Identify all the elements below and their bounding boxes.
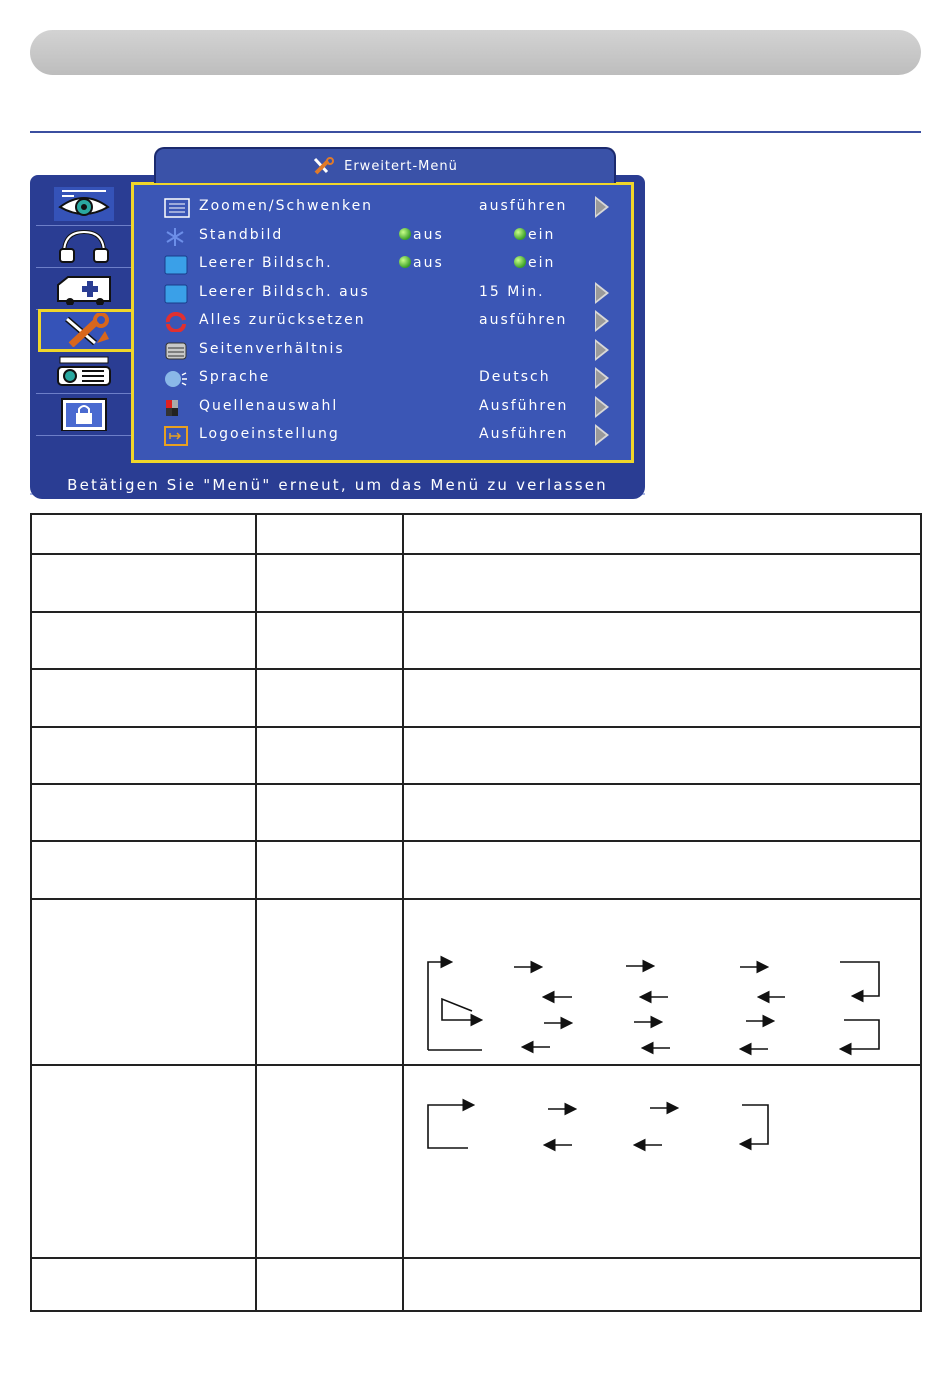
menu-item-label: Seitenverhältnis <box>199 340 345 357</box>
source-select-icon <box>164 398 188 416</box>
menu-item-label: Standbild <box>199 226 284 243</box>
sidebar-item-advanced[interactable] <box>38 309 136 352</box>
menu-item-value: Deutsch <box>479 369 551 385</box>
ambulance-icon <box>54 271 114 305</box>
menu-item-alles-zurücksetzen[interactable] <box>134 307 631 335</box>
menu-item-sprache[interactable] <box>134 364 631 392</box>
section-rule <box>30 131 921 133</box>
logo-setting-icon <box>164 426 188 444</box>
header-bar <box>30 30 921 75</box>
osd-menu <box>30 147 645 499</box>
description-table <box>30 513 922 1312</box>
sidebar-item-projector[interactable] <box>36 351 132 394</box>
tools-icon <box>312 157 334 175</box>
menu-item-value: 15 Min. <box>479 283 545 300</box>
menu-item-zoomen-schwenken[interactable] <box>134 193 631 221</box>
option-off-label: aus <box>413 255 444 271</box>
option-on-label: ein <box>528 255 556 271</box>
language-icon <box>164 369 188 387</box>
zoom-pan-icon <box>164 198 188 216</box>
option-off-label: aus <box>413 226 444 243</box>
radio-dot-icon <box>399 228 411 240</box>
menu-item-label: Logoeinstellung <box>199 426 340 442</box>
projector-icon <box>54 355 114 389</box>
menu-item-seitenverhältnis[interactable] <box>134 336 631 364</box>
option-off-radio[interactable] <box>399 255 444 271</box>
option-on-label: ein <box>528 226 556 243</box>
menu-item-label: Leerer Bildsch. <box>199 255 333 271</box>
sidebar-item-security[interactable] <box>36 393 132 436</box>
option-on-radio[interactable] <box>514 255 555 271</box>
menu-item-label: Alles zurücksetzen <box>199 312 366 328</box>
menu-item-value: Ausführen <box>479 426 569 442</box>
menu-panel <box>131 182 634 463</box>
menu-item-label: Sprache <box>199 369 271 385</box>
lock-icon <box>54 397 114 431</box>
eye-icon <box>54 187 114 221</box>
menu-title: Erweitert-Menü <box>344 158 458 174</box>
aspect-ratio-icon <box>164 341 188 359</box>
blank-screen-icon <box>164 255 188 273</box>
menu-item-leerer-bildsch-aus[interactable] <box>134 279 631 307</box>
radio-dot-icon <box>399 256 411 268</box>
menu-item-quellenauswahl[interactable] <box>134 393 631 421</box>
option-off-radio[interactable] <box>399 227 444 243</box>
tools-icon <box>57 313 117 347</box>
option-on-radio[interactable] <box>514 227 555 243</box>
submenu-arrow-icon[interactable] <box>595 310 609 332</box>
blank-screen-icon <box>164 284 188 302</box>
menu-item-logoeinstellung[interactable] <box>134 421 631 449</box>
radio-dot-icon <box>514 256 526 268</box>
cycle-arrows-diagram <box>32 515 920 1310</box>
submenu-arrow-icon[interactable] <box>595 396 609 418</box>
menu-item-value: ausführen <box>479 198 568 214</box>
submenu-arrow-icon[interactable] <box>595 196 609 218</box>
sidebar-item-audio[interactable] <box>36 225 132 268</box>
submenu-arrow-icon[interactable] <box>595 367 609 389</box>
headphones-icon <box>54 229 114 263</box>
freeze-icon <box>164 227 188 245</box>
menu-item-value: ausführen <box>479 312 568 328</box>
sidebar <box>36 183 132 463</box>
submenu-arrow-icon[interactable] <box>595 282 609 304</box>
menu-item-label: Zoomen/Schwenken <box>199 198 374 214</box>
radio-dot-icon <box>514 228 526 240</box>
menu-title-tab <box>154 147 616 183</box>
menu-item-label: Leerer Bildsch. aus <box>199 283 370 300</box>
sidebar-item-settings[interactable] <box>36 267 132 310</box>
reset-icon <box>164 312 188 330</box>
submenu-arrow-icon[interactable] <box>595 424 609 446</box>
osd-footer-hint: Betätigen Sie "Menü" erneut, um das Menü zu verlassen <box>30 471 645 499</box>
menu-item-label: Quellenauswahl <box>199 397 339 414</box>
menu-item-standbild[interactable] <box>134 222 631 250</box>
menu-item-value: Ausführen <box>479 397 569 414</box>
sidebar-item-picture[interactable] <box>36 183 132 226</box>
menu-item-leerer-bildsch[interactable] <box>134 250 631 278</box>
submenu-arrow-icon[interactable] <box>595 339 609 361</box>
osd-frame <box>30 175 645 471</box>
